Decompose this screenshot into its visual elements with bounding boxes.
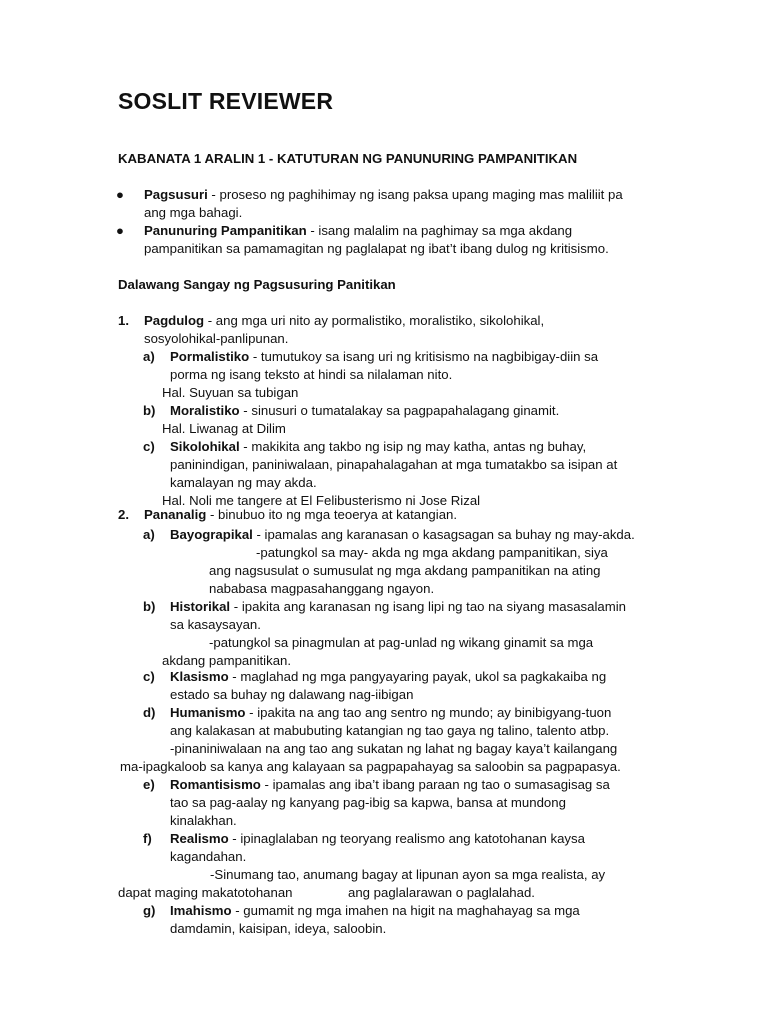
- item-pananalig: [144, 506, 457, 524]
- term: Realismo: [170, 831, 229, 846]
- section-heading: Dalawang Sangay ng Pagsusuring Panitikan: [118, 277, 396, 292]
- item-continuation: ma-ipagkaloob sa kanya ang kalayaan sa pagpapahayag sa saloobin sa pagpapasya.: [120, 759, 621, 774]
- definition: - binubuo ito ng mga teoerya at katangian.: [206, 507, 458, 522]
- definition: - ipinaglalaban ng teoryang realismo ang katotohanan kaysa: [228, 831, 585, 846]
- bullet-marker: ●: [116, 223, 124, 238]
- definition: - ipakita na ang tao ang sentro ng mundo; ay binibigyang-tuon: [245, 705, 612, 720]
- example-text: Hal. Suyuan sa tubigan: [162, 385, 299, 400]
- example-text: Hal. Liwanag at Dilim: [162, 421, 286, 436]
- item-continuation: sa kasaysayan.: [170, 617, 261, 632]
- bullet-continuation: pampanitikan sa pamamagitan ng paglalapat ng ibat’t ibang dulog ng kritisismo.: [144, 241, 609, 256]
- item-continuation: ang kalakasan at mabubuting katangian ng tao gaya ng talino, talento atbp.: [170, 723, 610, 738]
- term: Klasismo: [170, 669, 229, 684]
- term: Historikal: [170, 599, 231, 614]
- item-continuation: nababasa magpasahanggang ngayon.: [209, 581, 435, 596]
- definition: - maglahad ng mga pangyayaring payak, ukol sa pagkakaiba ng: [228, 669, 607, 684]
- item-continuation: -patungkol sa may- akda ng mga akdang pampanitikan, siya: [256, 545, 608, 560]
- list-letter: a): [143, 349, 155, 364]
- item-continuation: porma ng isang teksto at hindi sa nilalaman nito.: [170, 367, 453, 382]
- term: Pananalig: [144, 507, 207, 522]
- definition: - tumutukoy sa isang uri ng kritisismo na nagbibigay-diin sa: [249, 349, 599, 364]
- definition: - sinusuri o tumatalakay sa pagpapahalagang ginamit.: [239, 403, 560, 418]
- term: Bayograpikal: [170, 527, 253, 542]
- item-pormalistiko: [170, 348, 598, 366]
- item-continuation: -Sinumang tao, anumang bagay at lipunan ayon sa mga realista, ay: [210, 867, 606, 882]
- chapter-heading: KABANATA 1 ARALIN 1 - KATUTURAN NG PANUNURING PAMPANITIKAN: [118, 151, 578, 166]
- list-letter: c): [143, 669, 155, 684]
- term: Romantisismo: [170, 777, 261, 792]
- bullet-pagsusuri: [144, 186, 623, 204]
- bullet-panunuring-pampanitikan: [144, 222, 572, 240]
- page-title: SOSLIT REVIEWER: [118, 88, 334, 114]
- definition: - ipamalas ang karanasan o kasagsagan sa buhay ng may-akda.: [252, 527, 635, 542]
- term: Moralistiko: [170, 403, 240, 418]
- item-continuation: estado sa buhay ng dalawang nag-iibigan: [170, 687, 414, 702]
- list-letter: b): [143, 599, 156, 614]
- definition: - ipamalas ang iba’t ibang paraan ng tao o sumasagisag sa: [260, 777, 610, 792]
- item-continuation: kamalayan ng may akda.: [170, 475, 317, 490]
- list-number: 1.: [118, 313, 129, 328]
- item-continuation: ang nagsusulat o sumusulat ng mga akdang pampanitikan na ating: [209, 563, 601, 578]
- item-continuation: paninindigan, paniniwalaan, pinapahalagahan at mga tumatakbo sa isipan at: [170, 457, 618, 472]
- item-continuation: damdamin, kaisipan, ideya, saloobin.: [170, 921, 387, 936]
- list-letter: d): [143, 705, 156, 720]
- term: Imahismo: [170, 903, 232, 918]
- definition: - gumamit ng mga imahen na higit na maghahayag sa mga: [231, 903, 580, 918]
- item-bayograpikal: [170, 526, 635, 544]
- term: Pormalistiko: [170, 349, 250, 364]
- item-continuation: sosyolohikal-panlipunan.: [144, 331, 289, 346]
- item-romantisismo: [170, 776, 610, 794]
- item-continuation: dapat maging makatotohanan: [118, 885, 293, 900]
- term: Pagdulog: [144, 313, 205, 328]
- item-continuation: -pinaniniwalaan na ang tao ang sukatan ng lahat ng bagay kaya’t kailangang: [170, 741, 618, 756]
- item-continuation: -patungkol sa pinagmulan at pag-unlad ng wikang ginamit sa mga: [209, 635, 594, 650]
- definition: - ipakita ang karanasan ng isang lipi ng tao na siyang masasalamin: [230, 599, 626, 614]
- bullet-marker: ●: [116, 187, 124, 202]
- definition: - makikita ang takbo ng isip ng may katha, antas ng buhay,: [239, 439, 587, 454]
- item-humanismo: [170, 704, 611, 722]
- term: Humanismo: [170, 705, 246, 720]
- item-sikolohikal: [170, 438, 586, 456]
- item-moralistiko: [170, 402, 559, 420]
- item-klasismo: [170, 668, 606, 686]
- item-imahismo: [170, 902, 580, 920]
- list-letter: g): [143, 903, 156, 918]
- term: Sikolohikal: [170, 439, 240, 454]
- term: Panunuring Pampanitikan: [144, 223, 307, 238]
- bullet-continuation: ang mga bahagi.: [144, 205, 243, 220]
- list-number: 2.: [118, 507, 129, 522]
- item-continuation: ang paglalarawan o paglalahad.: [348, 885, 535, 900]
- item-pagdulog: [144, 312, 544, 330]
- example-text: Hal. Noli me tangere at El Felibusterismo ni Jose Rizal: [162, 493, 481, 508]
- definition: - proseso ng paghihimay ng isang paksa upang maging mas maliliit pa: [207, 187, 623, 202]
- list-letter: c): [143, 439, 155, 454]
- item-continuation: kinalakhan.: [170, 813, 237, 828]
- definition: - ang mga uri nito ay pormalistiko, moralistiko, sikolohikal,: [204, 313, 545, 328]
- list-letter: b): [143, 403, 156, 418]
- list-letter: f): [143, 831, 152, 846]
- item-historikal: [170, 598, 626, 616]
- item-continuation: akdang pampanitikan.: [162, 653, 292, 668]
- item-continuation: kagandahan.: [170, 849, 247, 864]
- item-continuation: tao sa pag-aalay ng kanyang pag-ibig sa kapwa, bansa at mundong: [170, 795, 566, 810]
- list-letter: e): [143, 777, 155, 792]
- term: Pagsusuri: [144, 187, 208, 202]
- item-realismo: [170, 830, 585, 848]
- list-letter: a): [143, 527, 155, 542]
- definition: - isang malalim na paghimay sa mga akdang: [306, 223, 573, 238]
